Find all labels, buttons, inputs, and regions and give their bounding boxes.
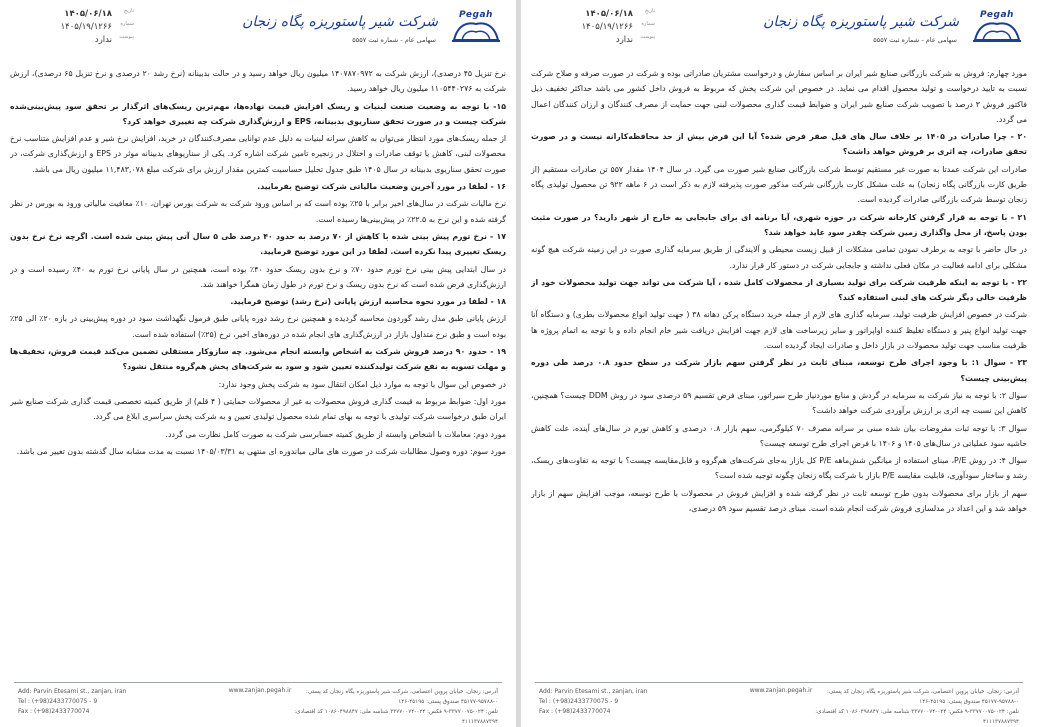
letter-page-right [521,0,1037,727]
footer-phone-fa: تلفن: ۰۲۴-۳۳۷۷۰۰۷۵-۹ فکس: ۰۲۴-۳۳۷۷۰۰۷۴ شناسه ملی: ۱۰۸۶۰۴۹۸۸۴۷ کد اقتصادی: ۴۱۱۱۳۷۸۸۷۳۹۴ [294,709,498,725]
letter-attachment: ندارد [615,35,633,45]
letter-date: ۱۴۰۵/۰۶/۱۸ [585,9,633,19]
letter-number: ۱۴۰۵/۱۹/۱۲۶۶ [581,22,633,32]
answer-paragraph: ارزش پایانی طبق مدل رشد گوردون محاسبه گردیده و همچنین نرخ رشد دوره پایانی طبق فرمول نگهداشت سود در دوره پیش‌بینی در بازه ۲۰٪ الی ۲۵٪ بوده است و طبق نرخ متداول بازار در ارزش‌گذاری های انجام شده در دوره‌های اخیر، نرخ (۲۵٪) استفاده شده است. [10,314,506,339]
answer-paragraph: مورد اول: ضوابط مربوط به قیمت گذاری فروش محصولات به غیر از محصولات حمایتی ( ۴ قلم) از طریق کمیته تخصصی قیمت گذاری شرکت صنایع شیر ایران طبق درخواست شرکت تولیدی با توجه به بهای تمام شده محصول تولیدی تعیین و به شرکت پخش سراسری ابلاغ می گردد. [10,396,506,422]
footer-address-fa: آدرس: زنجان، خیابان پروین اعتصامی، شرکت شیر پاستوریزه پگاه زنجان کد پستی: ۰-۹۵۷۸۸-۴۵۱۷۷ صندوق پستی: ۴۵۱۹۵-۱۴۶ [305,689,498,705]
company-registration: سهامی عام - شماره ثبت ۵۵۵۷ [873,36,957,44]
answer-paragraph: در حال حاضر با توجه به برطرف نمودن تمامی مشکلات از قبیل زیست محیطی و آلایندگی از طریق سرمایه گذاری صورت در این زمینه شرکت هیچ گونه مشکلی برای ادامه فعالیت در مکان فعلی نداشته و جابجایی شرکت در دستور کار قرار ندارد. [531,245,1027,270]
footer-fax-en: Fax : (+98)2433770074 [18,708,90,715]
letter-meta [14,8,134,47]
question-paragraph: ۱۹ - حدود ۹۰ درصد فروش شرکت به اشخاص وابسته انجام می‌شود. چه سازوکار مستقلی تضمین می‌کند قیمت فروش، تخفیف‌ها و مهلت تسویه به نفع شرکت تولیدکننده تعیین شود و سود به شرکت‌های پخش هم‌گروه منتقل نشود؟ [10,347,506,372]
footer-contact-fa [288,687,498,727]
letter-body-right [531,66,1027,666]
footer-contact-en [18,687,218,717]
answer-paragraph: صادرات این شرکت عمدتا به صورت غیر مستقیم توسط شرکت بازرگانی صنایع شیر صورت می گیرد. در سال ۱۴۰۴ مقدار ۵۵۷ تن صادرات مستقیم (از طریق کارت بازرگانی پگاه زنجان) به علت مشکل کارت بازرگانی شرکت مذکور صورت پذیرفته لازم به ذکر است در ۶ ماهه ۹۲۲ تن محصول تولیدی پگاه زنجان توسط شرکت بازرگانی صادرات گردیده است. [531,164,1027,205]
letter-meta [535,8,655,47]
letter-date: ۱۴۰۵/۰۶/۱۸ [64,9,112,19]
question-paragraph: ۱۷ - نرخ تورم پیش بینی شده با کاهش از ۷۰ درصد به حدود ۴۰ درصد طی ۵ سال آتی پیش بینی شده است. اگرچه نرخ نرخ بدون ریسک تغییری پیدا نکرده است. لطفا در این مورد توضیح فرمایید. [10,231,506,257]
date-label: تاریخ [124,8,134,14]
letterhead [0,0,516,62]
footer-tel-en: Tel : (+98)2433770075 - 9 [539,698,619,705]
question-paragraph: ۱۶ - لطفا در مورد آخرین وضعیت مالیاتی شرکت توضیح بفرمایید. [257,182,506,192]
date-label: تاریخ [645,8,655,14]
answer-paragraph: نرخ مالیات شرکت در سال‌های اخیر برابر با ۲۵٪ بوده است که بر اساس ورود شرکت به شرکت بورس تهران، ۱۰٪ معافیت مالیاتی ورود به بورس در نظر گرفته شده و این نرخ به ۲۲.۵٪ در پیش‌بینی‌ها رسیده است. [10,199,506,224]
footer-website[interactable]: www.zanjan.pegah.ir [228,687,292,694]
answer-paragraph: نرخ تنزیل ۴۵ درصدی)، ارزش شرکت به ۱۴۰۷۸۷۰۹۷۲ میلیون ریال خواهد رسید و در حالت بدبینانه (نرخ رشد ۲۰ درصدی و نرخ تنزیل ۶۵ درصدی)، ارزش شرکت به ۱۱۰۵۴۴۰۲۷۶ میلیون ریال خواهد رسید. [10,69,506,94]
letter-number: ۱۴۰۵/۱۹/۱۲۶۶ [60,22,112,32]
question-paragraph: ۱۸ - لطفا در مورد نحوه محاسبه ارزش پایانی (نرخ رشد) توضیح فرمایید. [230,297,506,307]
footer-contact-fa [809,687,1019,727]
logo-wordmark: Pegah [459,10,493,20]
answer-paragraph: شرکت در خصوص افزایش ظرفیت تولید، سرمایه گذاری های لازم از جمله خرید دستگاه پرکن دهانه ۳۸ ( جهت تولید انواع محصولات بطری) و دستگاه آنا جهت تولید انواع پنیر و دستگاه تغلیظ کننده اواپراتور و سایر زیرساخت های لازم جهت افزایش دریافت شیر خام انجام داده و با توجه به اتمام پروژه ها ظرفیت مناسب جهت تولید محصولات در بازار داخل و صادرات ایجاد گردیده است. [531,310,1027,351]
company-name: شرکت شیر پاستوریزه پگاه زنجان [242,14,438,30]
answer-paragraph: مورد چهارم: فروش به شرکت بازرگانی صنایع شیر ایران بر اساس سفارش و درخواست مشتریان صادراتی بوده و شرکت در صورت صرفه و صلاح شرکت نسبت به تایید درخواست و تولید محصول اقدام می نماید. در خصوص این شرکت پخش که مربوط به فروش داخل کشور می باشد حداکثر تخفیف ذیل فاکتور فروش ۳ درصد با تصویب شرکت صنایع شیر ایران و ضوابط قیمت گذاری محصولات لبنی جهت حمایت از مصرف کنندگان و ارزان کنندگان اعمال می گردد. [531,69,1027,124]
question-paragraph: ۲۱ - با توجه به قرار گرفتن کارخانه شرکت در حوزه شهری، آیا برنامه ای برای جابجایی به خارج از شهر دارید؟ در صورت مثبت بودن پاسخ، از محل واگذاری زمین شرکت چقدر سود عاید خواهد شد؟ [531,212,1027,237]
pegah-logo [969,10,1025,44]
number-label: شماره [120,21,134,27]
answer-paragraph: مورد سوم: دوره وصول مطالبات شرکت در صورت های مالی میاندوره ای منتهی به ۱۴۰۵/۰۳/۳۱ نسبت به مدت مشابه سال گذشته بدون تغییر می باشد. [16,446,506,456]
answer-paragraph: در سال ابتدایی پیش بینی نرخ تورم حدود ۷۰٪ و نرخ بدون ریسک حدود ۴۰٪ بوده است، همچنین در سال پایانی نرخ تورم به ۴۰٪ رسیده است و در ارزش‌گذاری فرض شده است که نرخ بدون ریسک و نرخ تورم در طول زمان همگرا خواهند شد. [10,264,506,289]
question-paragraph: ۲۲ - با توجه به اینکه ظرفیت شرکت برای تولید بسیاری از محصولات کامل شده ، آیا شرکت می تواند جهت تولید محصولات خود از ظرفیت خالی دیگر شرکت های لبنی استفاده کند؟ [531,277,1027,303]
logo-wordmark: Pegah [980,10,1014,20]
answer-paragraph: سوال ۴: در روش P/E، مبنای استفاده از میانگین شش‌ماهه P/E کل بازار به‌جای شرکت‌های هم‌گروه و قابل‌مقایسه چیست؟ با توجه به تفاوت‌های ریسک، رشد و ساختار سودآوری، قابلیت مقایسه P/E بازار با شرکت پگاه زنجان چگونه توجیه شده است؟ [531,456,1027,481]
answer-paragraph: سهم از بازار برای محصولات بدون طرح توسعه ثابت در نظر گرفته شده و افزایش فروش در محصولات با طرح توسعه، موجب افزایش سهم از بازار خواهد شد و این اعداد در مدلسازی فروش شرکت انجام شده است. مبنای درصد تقسیم سود ۵۹ درصدی، [531,488,1027,514]
question-paragraph: ۲۳ - سوال ۱: با وجود اجرای طرح توسعه، مبنای ثابت در نظر گرفتن سهم بازار شرکت در سطح حدود ۰.۸ درصد طی دوره پیش‌بینی چیست؟ [531,358,1027,383]
footer-website[interactable]: www.zanjan.pegah.ir [749,687,813,694]
letter-attachment: ندارد [94,35,112,45]
company-registration: سهامی عام - شماره ثبت ۵۵۵۷ [352,36,436,44]
answer-paragraph: سوال ۳: با توجه ثبات مفروضات بیان شده مبنی بر سرانه مصرف ۷۰ کیلوگرمی، سهم بازار ۰.۸ درصدی و کاهش تورم در سال‌های آینده، علت کاهش حاشیه سود عملیاتی در سال‌های ۱۴۰۵ و ۱۴۰۶ با فرض اجرای طرح توسعه چیست؟ [531,423,1027,448]
footer-contact-en [539,687,739,717]
answer-paragraph: مورد دوم: معاملات با اشخاص وابسته از طریق کمیته حسابرسی شرکت به صورت کامل نظارت می گردد. [165,429,506,439]
footer-address-en: Add: Parvin Etesami st., zanjan, iran [18,688,127,695]
letter-body-left [10,66,506,666]
answer-paragraph: سوال ۲: با توجه به نیاز شرکت به سرمایه در گردش و منابع موردنیاز طرح سیراتور، مبنای فرض تقسیم ۵۹ درصدی سود در روش DDM چیست؟ همچنین، کاهش این نسبت چه اثری بر ارزش برآوردی شرکت خواهد داشت؟ [531,390,1027,416]
footer-tel-en: Tel : (+98)2433770075 - 9 [18,698,98,705]
footer-fax-en: Fax : (+98)2433770074 [539,708,611,715]
answer-paragraph: از جمله ریسک‌های مورد انتظار می‌توان به کاهش سرانه لبنیات به دلیل عدم توانایی مصرف‌کنندگان در خرید، افزایش نرخ شیر و عدم افزایش متناسب نرخ محصولات لبنی، کاهش یا توقف صادرات و اختلال در زنجیره تامین شرکت اشاره کرد. یکی از سناریوهای بدبینانه موثر در EPS و ارزش‌گذاری شرکت، در صورت تحقق سناریوی بدبینانه در سال ۱۴۰۵ طبق جدول تحلیل حساسیت کمترین مقدار ارزش برای شرکت مبلغ ۱۱,۴۸۳,۰۷۸ میلیون ریال می باشد. [10,134,506,174]
footer-address-fa: آدرس: زنجان، خیابان پروین اعتصامی، شرکت شیر پاستوریزه پگاه زنجان کد پستی: ۰-۹۵۷۸۸-۴۵۱۷۷ صندوق پستی: ۴۵۱۹۵-۱۴۶ [826,689,1019,705]
company-name: شرکت شیر پاستوریزه پگاه زنجان [763,14,959,30]
number-label: شماره [641,21,655,27]
pegah-logo [448,10,504,44]
footer-phone-fa: تلفن: ۰۲۴-۳۳۷۷۰۰۷۵-۹ فکس: ۰۲۴-۳۳۷۷۰۰۷۴ شناسه ملی: ۱۰۸۶۰۴۹۸۸۴۷ کد اقتصادی: ۴۱۱۱۳۷۸۸۷۳۹۴ [815,709,1019,725]
attachment-label: پیوست [119,34,134,40]
answer-paragraph: در خصوص این سوال با توجه به موارد ذیل امکان انتقال سود به شرکت پخش وجود ندارد: [218,379,506,389]
footer-address-en: Add: Parvin Etesami st., zanjan, iran [539,688,648,695]
question-paragraph: ۱۵- با توجه به وضعیت صنعت لبنیات و ریسک افزایش قیمت نهاده‌ها، مهم‌ترین ریسک‌های اثرگذار بر تحقق سود پیش‌بینی‌شده شرکت چیست و در صورت تحقق سناریوی بدبینانه، EPS و ارزش‌گذاری شرکت چه تغییری خواهد کرد؟ [10,101,506,126]
footer-divider [14,682,502,683]
letter-footer [0,682,516,725]
letter-footer [521,682,1037,725]
attachment-label: پیوست [640,34,655,40]
letter-page-left [0,0,516,727]
letterhead [521,0,1037,62]
footer-divider [535,682,1023,683]
question-paragraph: ۲۰ - چرا صادرات در ۱۴۰۵ بر خلاف سال های قبل صفر فرض شده؟ آیا این فرض بیش از حد محافظه‌کارانه نیست و در صورت تحقق صادرات، چه اثری بر فروش خواهد داشت؟ [531,132,1027,157]
